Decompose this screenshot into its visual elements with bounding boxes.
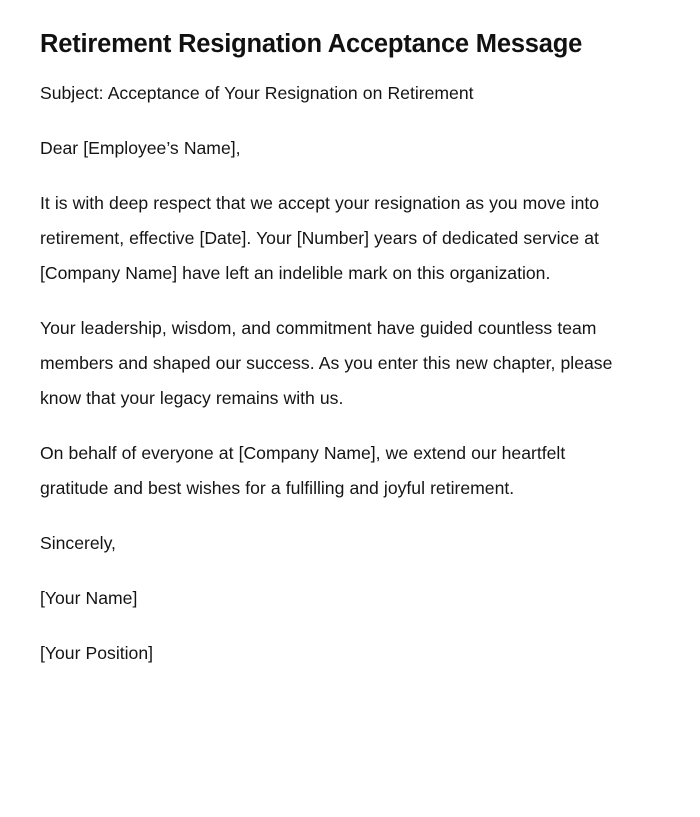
body-paragraph-3: On behalf of everyone at [Company Name], we extend our heartfelt gratitude and best wishes for a fulfilling and joyful retirement.: [40, 443, 566, 499]
letter-body: [40, 76, 625, 671]
body-paragraph-1: It is with deep respect that we accept your resignation as you move into retirement, effective [Date]. Your [Number] years of dedicated service at [Company Name] have left an indelible mark on this organization.: [40, 193, 600, 284]
page-title: Retirement Resignation Acceptance Message: [40, 30, 583, 58]
signature-name: [Your Name]: [40, 588, 138, 609]
closing-salutation: Sincerely,: [40, 533, 116, 554]
body-paragraph-2: Your leadership, wisdom, and commitment have guided countless team members and shaped our success. As you enter this new chapter, please know that your legacy remains with us.: [40, 318, 613, 409]
salutation: Dear [Employee’s Name],: [40, 138, 241, 159]
subject-line: Subject: Acceptance of Your Resignation on Retirement: [40, 83, 474, 104]
signature-position: [Your Position]: [40, 643, 154, 664]
